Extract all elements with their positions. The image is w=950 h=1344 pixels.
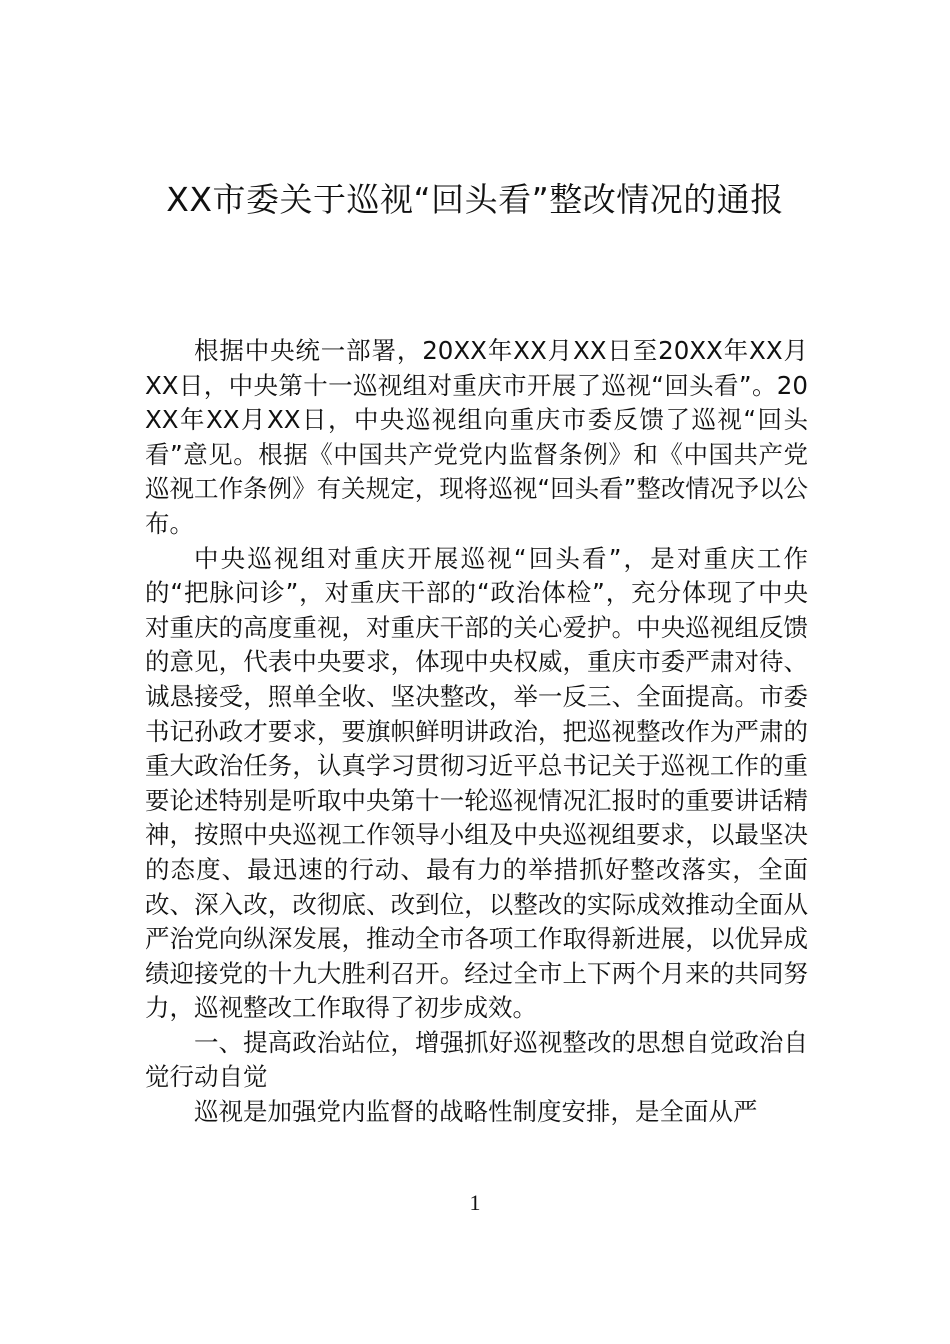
paragraph-inspection: 巡视是加强党内监督的战略性制度安排，是全面从严 bbox=[194, 1097, 758, 1127]
document-body bbox=[145, 334, 808, 1130]
paragraph-intro: 根据中央统一部署，20XX年XX月XX日至20XX年XX月XX日，中央第十一巡视组对重庆市开展了巡视“回头看”。20XX年XX月XX日，中央巡视组向重庆市委反馈了巡视“回头看”意见。根据《中国共产党党内监督条例》和《中国共产党巡视工作条例》有关规定，现将巡视“回头看”整改情况予以公布。 bbox=[145, 336, 808, 538]
paragraph-significance: 中央巡视组对重庆开展巡视“回头看”，是对重庆工作的“把脉问诊”，对重庆干部的“政治体检”，充分体现了中央对重庆的高度重视，对重庆干部的关心爱护。中央巡视组反馈的意见，代表中央要求，体现中央权威，重庆市委严肃对待、诚恳接受，照单全收、坚决整改，举一反三、全面提高。市委书记孙政才要求，要旗帜鲜明讲政治，把巡视整改作为严肃的重大政治任务，认真学习贯彻习近平总书记关于巡视工作的重要论述特别是听取中央第十一轮巡视情况汇报时的重要讲话精神，按照中央巡视工作领导小组及中央巡视组要求，以最坚决的态度、最迅速的行动、最有力的举措抓好整改落实，全面改、深入改，改彻底、改到位，以整改的实际成效推动全面从严治党向纵深发展，推动全市各项工作取得新进展，以优异成绩迎接党的十九大胜利召开。经过全市上下两个月来的共同努力，巡视整改工作取得了初步成效。 bbox=[145, 543, 808, 1023]
section-heading-one: 一、提高政治站位，增强抓好巡视整改的思想自觉政治自觉行动自觉 bbox=[145, 1027, 808, 1092]
page-number: 1 bbox=[469, 1190, 481, 1215]
document-title: XX市委关于巡视“回头看”整改情况的通报 bbox=[166, 180, 784, 219]
